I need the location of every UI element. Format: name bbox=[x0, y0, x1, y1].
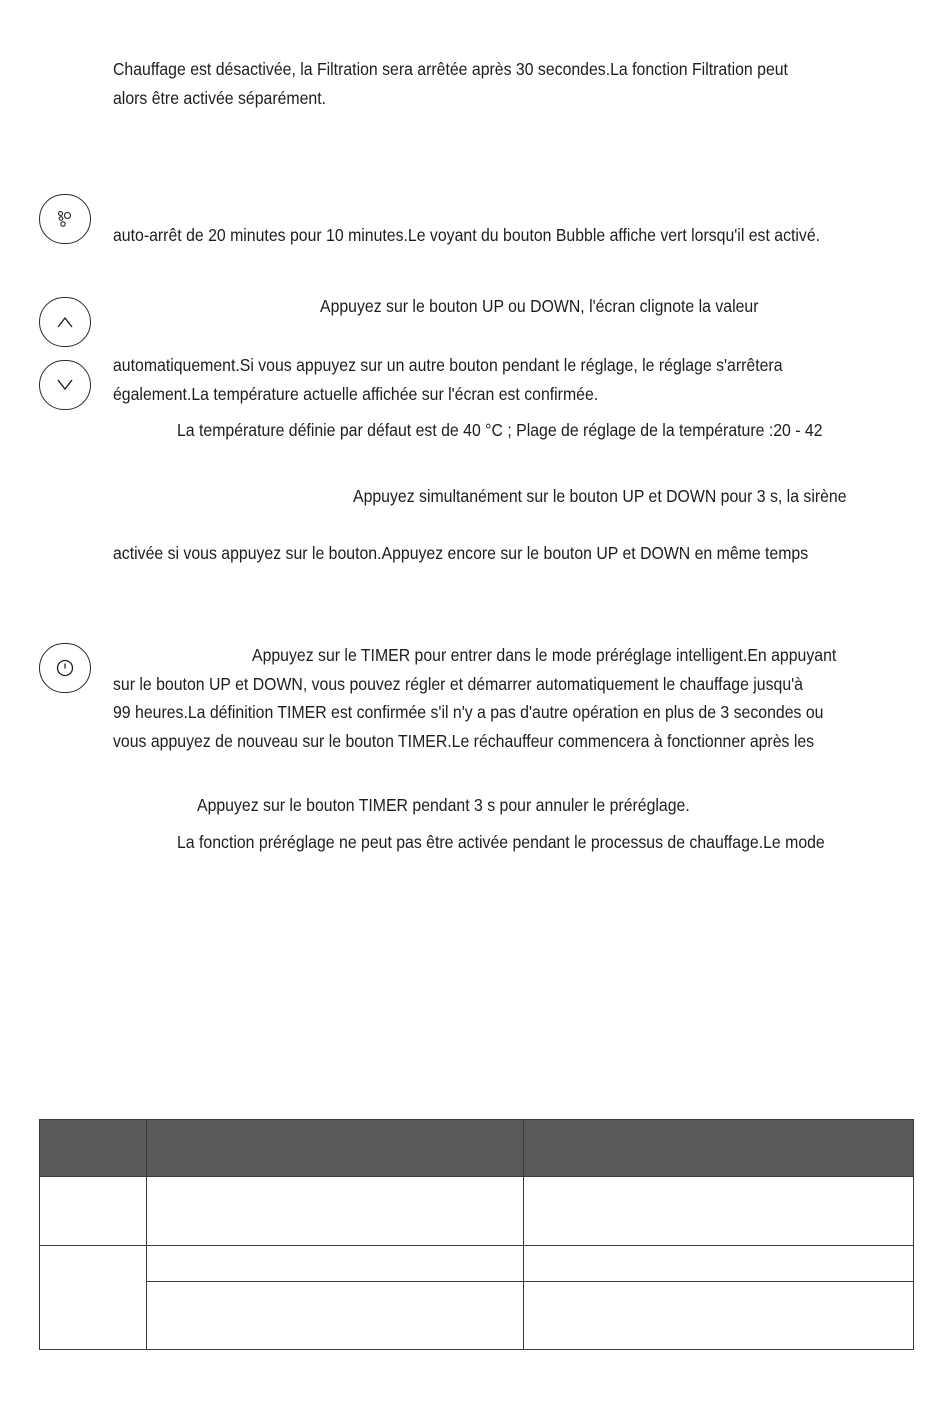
text-line: Appuyez sur le bouton TIMER pendant 3 s pour annuler le préréglage. bbox=[197, 795, 690, 815]
text-line: Appuyez sur le TIMER pour entrer dans le mode préréglage intelligent.En appuyant bbox=[252, 645, 837, 665]
text-line: auto-arrêt de 20 minutes pour 10 minutes.Le voyant du bouton Bubble affiche vert lorsqu'il est activé. bbox=[113, 225, 821, 245]
table-cell bbox=[40, 1246, 147, 1350]
table-header-cell bbox=[40, 1120, 147, 1177]
text-line: 99 heures.La définition TIMER est confirmée s'il n'y a pas d'autre opération en plus de 3 secondes ou bbox=[113, 702, 824, 722]
text-line: alors être activée séparément. bbox=[113, 88, 327, 108]
text-line: vous appuyez de nouveau sur le bouton TIMER.Le réchauffeur commencera à fonctionner après les bbox=[113, 731, 815, 751]
text-line: La fonction préréglage ne peut pas être activée pendant le processus de chauffage.Le mode bbox=[177, 832, 825, 852]
table-cell bbox=[524, 1246, 914, 1282]
table-cell bbox=[147, 1282, 524, 1350]
table-row bbox=[40, 1177, 914, 1246]
table-cell bbox=[524, 1282, 914, 1350]
table-row bbox=[40, 1246, 914, 1282]
text-line: La température définie par défaut est de 40 °C ; Plage de réglage de la température :20 - 42 bbox=[177, 420, 823, 440]
text-line: activée si vous appuyez sur le bouton.Appuyez encore sur le bouton UP et DOWN en même temps bbox=[113, 543, 809, 563]
table-header-cell bbox=[524, 1120, 914, 1177]
text-line: automatiquement.Si vous appuyez sur un autre bouton pendant le réglage, le réglage s'arrêtera bbox=[113, 355, 783, 375]
down-button[interactable] bbox=[39, 360, 91, 410]
table-header-cell bbox=[147, 1120, 524, 1177]
chevron-up-icon bbox=[56, 315, 74, 329]
timer-icon bbox=[55, 658, 75, 678]
spec-table bbox=[39, 1119, 914, 1350]
text-line: également.La température actuelle affichée sur l'écran est confirmée. bbox=[113, 384, 599, 404]
bubble-icon bbox=[55, 208, 75, 230]
text-line: Appuyez sur le bouton UP ou DOWN, l'écran clignote la valeur bbox=[320, 296, 759, 316]
chevron-down-icon bbox=[56, 378, 74, 392]
table-cell bbox=[147, 1246, 524, 1282]
text-line: Appuyez simultanément sur le bouton UP et DOWN pour 3 s, la sirène bbox=[353, 486, 847, 506]
table-row bbox=[40, 1282, 914, 1350]
up-button[interactable] bbox=[39, 297, 91, 347]
table-cell bbox=[40, 1177, 147, 1246]
table-cell bbox=[524, 1177, 914, 1246]
timer-button[interactable] bbox=[39, 643, 91, 693]
table-header-row bbox=[40, 1120, 914, 1177]
text-line: sur le bouton UP et DOWN, vous pouvez régler et démarrer automatiquement le chauffage jusqu'à bbox=[113, 674, 803, 694]
bubble-button[interactable] bbox=[39, 194, 91, 244]
text-line: Chauffage est désactivée, la Filtration sera arrêtée après 30 secondes.La fonction Filtration peut bbox=[113, 59, 788, 79]
table-cell bbox=[147, 1177, 524, 1246]
